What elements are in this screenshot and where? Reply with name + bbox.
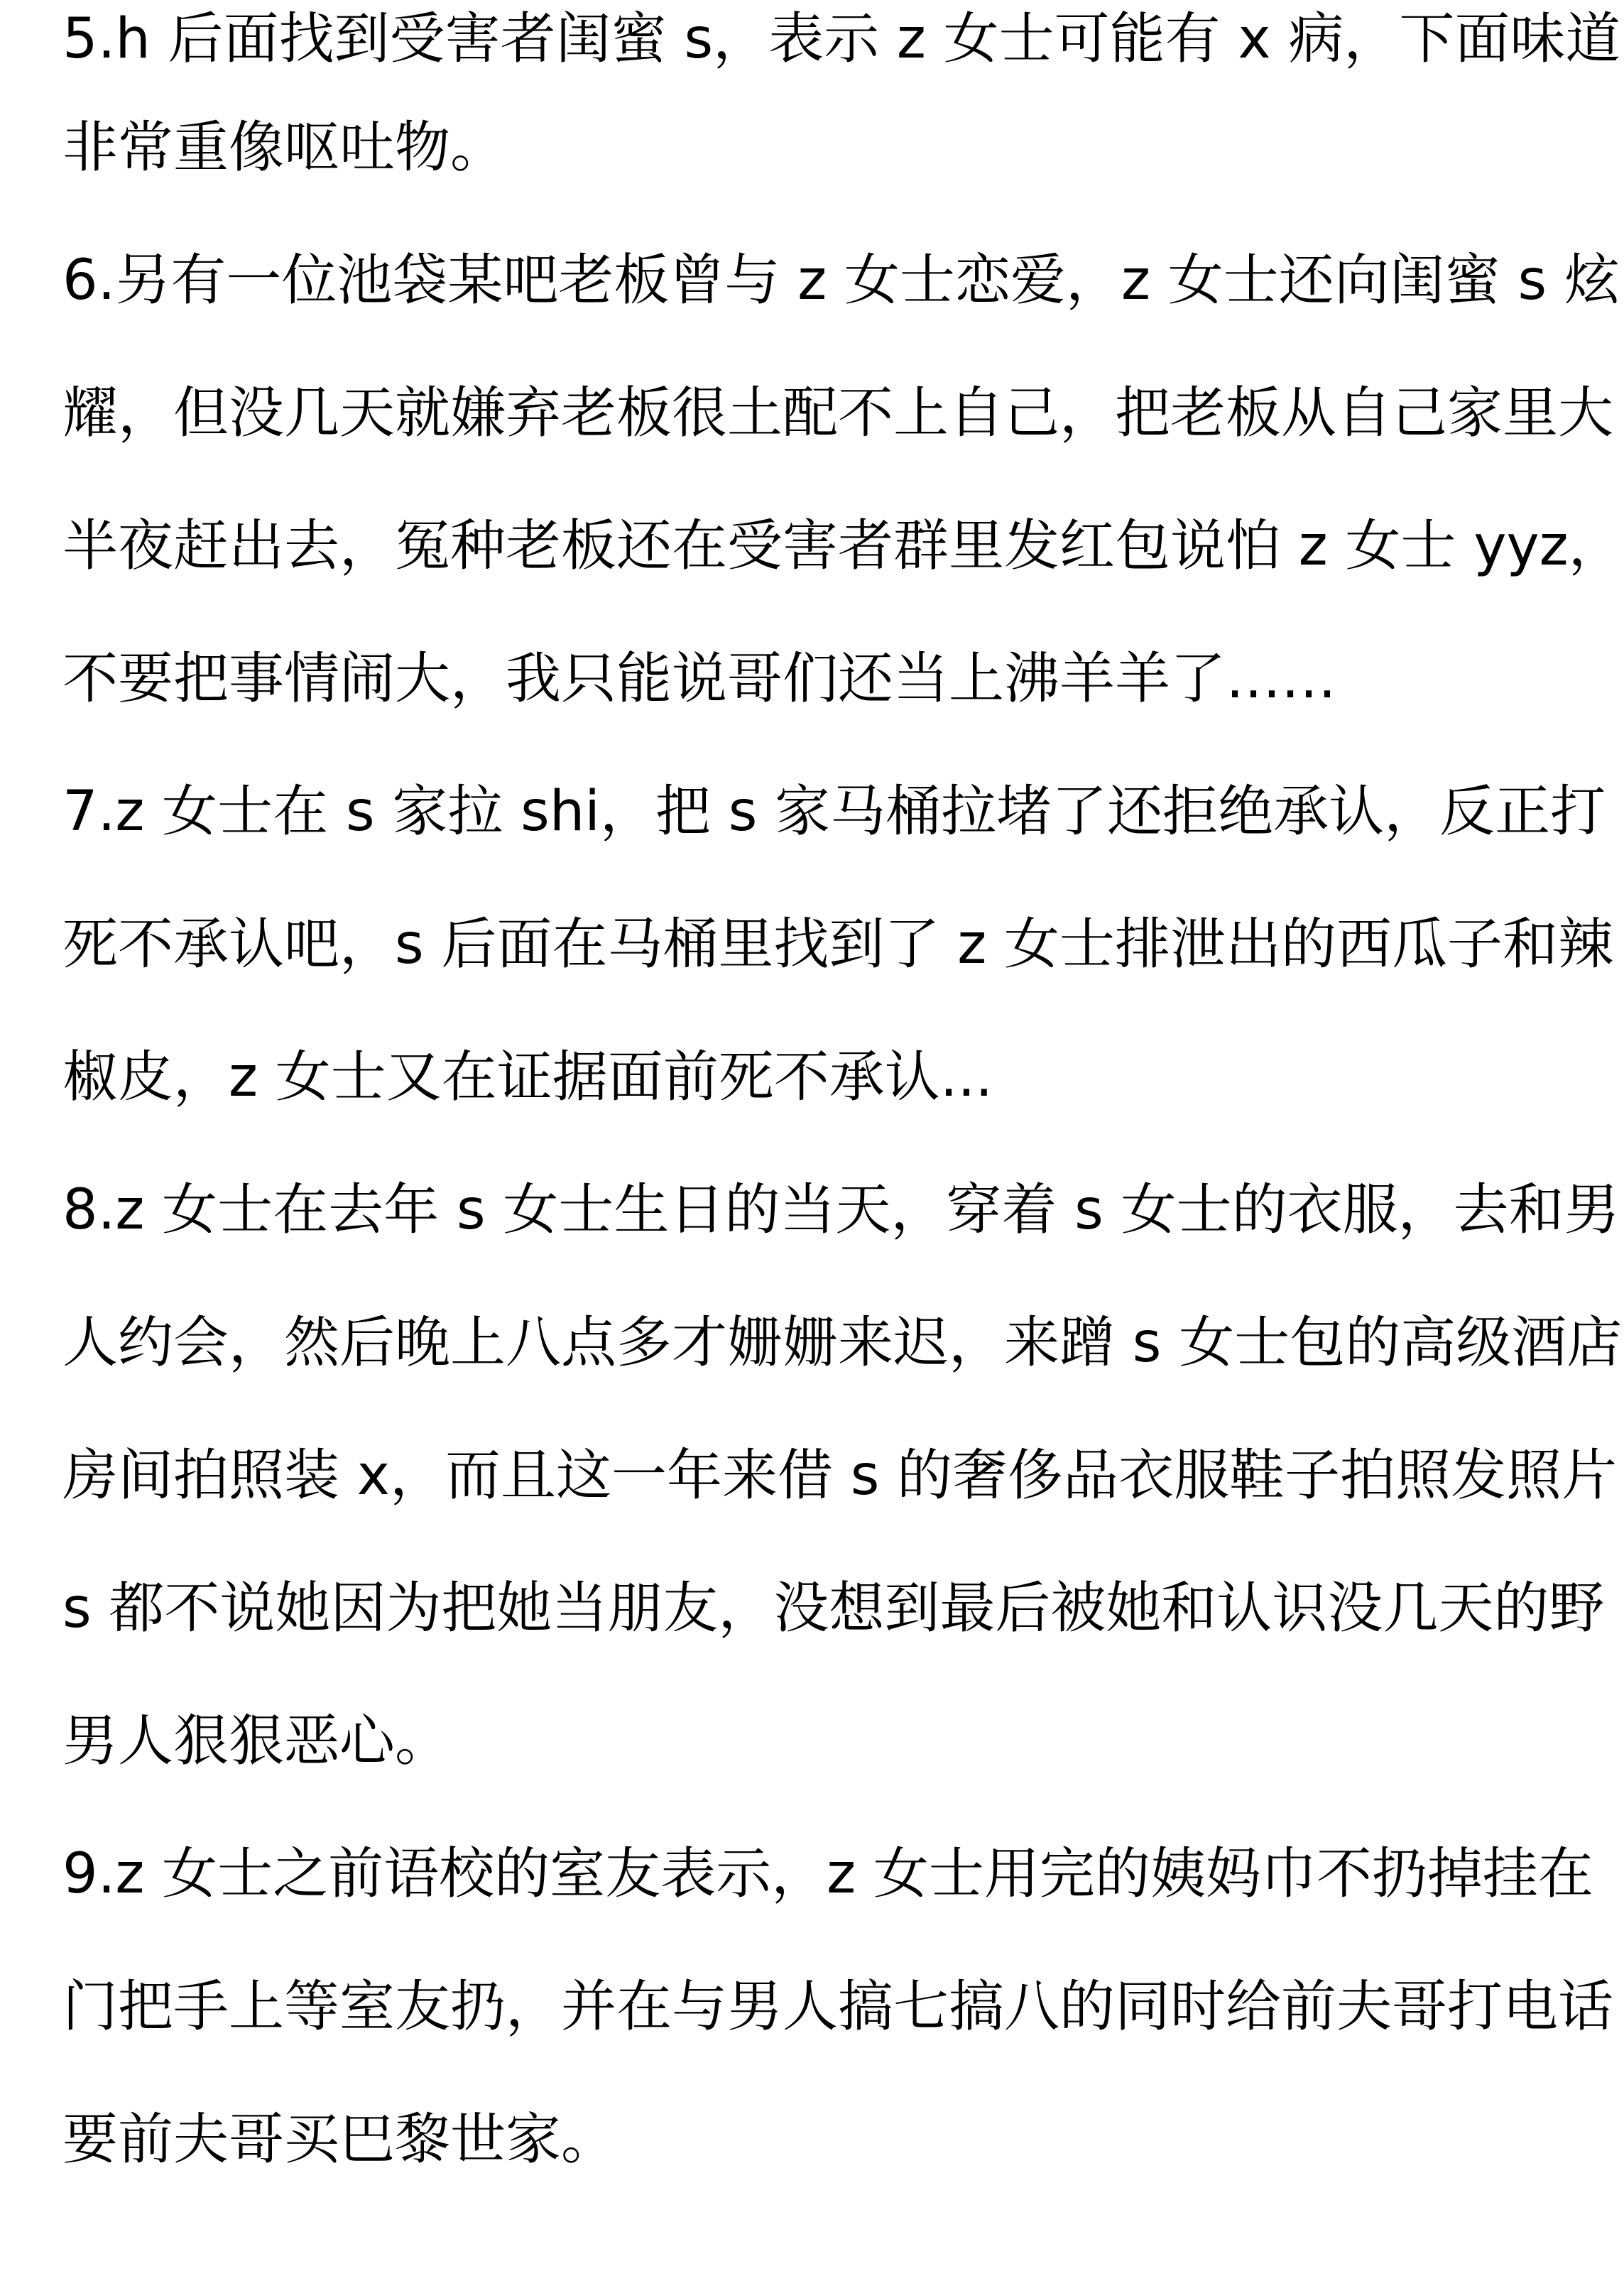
text-line: s 都不说她因为把她当朋友，没想到最后被她和认识没几天的野: [62, 1576, 1605, 1640]
text-line: 9.z 女士之前语校的室友表示，z 女士用完的姨妈巾不扔掉挂在: [62, 1842, 1593, 1906]
paragraph-item-6: [62, 214, 1624, 746]
text-line: 5.h 后面找到受害者闺蜜 s，表示 z 女士可能有 x 病，下面味道: [62, 7, 1621, 71]
paragraph-item-9: [62, 1808, 1614, 2206]
paragraph-item-7: [62, 746, 1613, 1144]
paragraph-item-5: [62, 0, 1621, 214]
text-line: 8.z 女士在去年 s 女士生日的当天，穿着 s 女士的衣服，去和男: [62, 1178, 1620, 1242]
text-line: 门把手上等室友扔，并在与男人搞七搞八的同时给前夫哥打电话: [62, 1975, 1614, 2039]
text-line: 要前夫哥买巴黎世家。: [62, 2108, 617, 2172]
text-line: 不要把事情闹大，我只能说哥们还当上沸羊羊了……: [62, 647, 1337, 711]
text-line: 半夜赶出去，冤种老板还在受害者群里发红包说怕 z 女士 yyz，: [62, 514, 1624, 578]
text-line: 7.z 女士在 s 家拉 shi，把 s 家马桶拉堵了还拒绝承认，反正打: [62, 780, 1606, 844]
text-line: 非常重像呕吐物。: [62, 116, 506, 180]
text-line: 男人狠狠恶心。: [62, 1709, 451, 1773]
text-line: 椒皮，z 女士又在证据面前死不承认...: [62, 1045, 993, 1109]
text-line: 6.另有一位池袋某吧老板曾与 z 女士恋爱，z 女士还向闺蜜 s 炫: [62, 249, 1620, 312]
paragraph-item-8: [62, 1144, 1623, 1808]
text-line: 房间拍照装 x，而且这一年来借 s 的奢侈品衣服鞋子拍照发照片: [62, 1444, 1618, 1508]
text-line: 耀，但没几天就嫌弃老板很土配不上自己，把老板从自己家里大: [62, 381, 1614, 445]
text-line: 人约会，然后晚上八点多才姗姗来迟，来蹭 s 女士包的高级酒店: [62, 1311, 1623, 1375]
text-line: 死不承认吧，s 后面在马桶里找到了 z 女士排泄出的西瓜子和辣: [62, 913, 1613, 976]
